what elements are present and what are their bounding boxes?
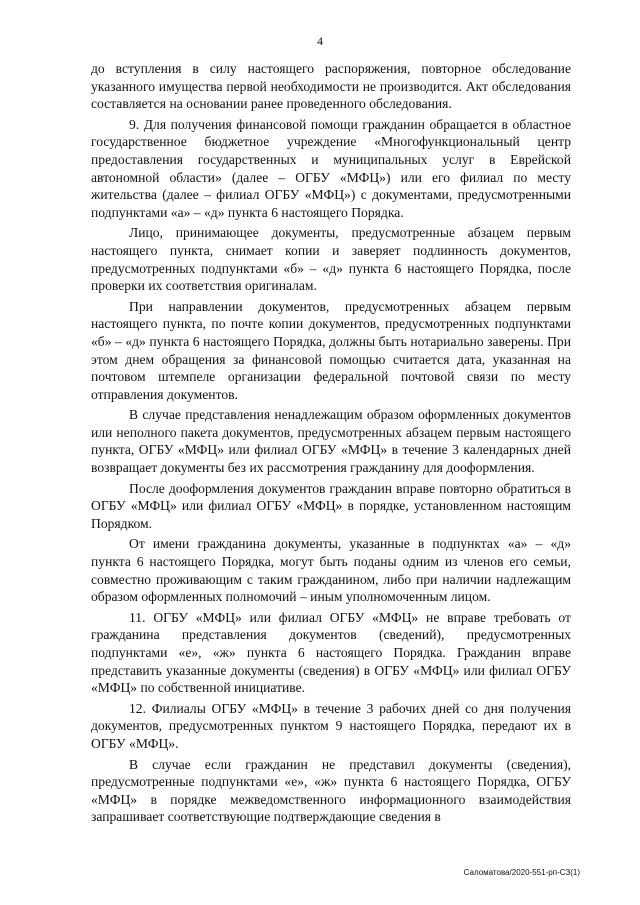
page-number: 4 [317, 34, 323, 48]
document-code: Саломатова/2020-551-рп-СЗ(1) [463, 868, 580, 877]
paragraph-postal-submission: При направлении документов, предусмотренных абзацем первым настоящего пункта, по почте копии документов, предусмотренных подпунктами «б» – «д» пункта 6 настоящего Порядка, должны быть нотариально заверены. При этом днем обращения за финансовой помощью считается дата, указанная на почтовом штемпеле организации федеральной почтовой связи по месту отправления документов. [91, 298, 571, 402]
paragraph-continuation: до вступления в силу настоящего распоряжения, повторное обследование указанного имущества первой необходимости не производится. Акт обследования составляется на основании ранее проведенного обследования. [91, 61, 571, 112]
paragraph-improper-documents: В случае представления ненадлежащим образом оформленных документов или неполного пакета документов, предусмотренных абзацем первым настоящего пункта, ОГБУ «МФЦ» или филиал ОГБУ «МФЦ» в течение 3 календарных дней возвращает документы без их рассмотрения гражданину для дооформления. [91, 407, 571, 476]
paragraph-item-11: 11. ОГБУ «МФЦ» или филиал ОГБУ «МФЦ» не вправе требовать от гражданина представления документов (сведений), предусмотренных подпунктами «е», «ж» пункта 6 настоящего Порядка. Гражданин вправе представить указанные документы (сведения) в ОГБУ «МФЦ» или филиал ОГБУ «МФЦ» по собственной инициативе. [91, 609, 571, 696]
paragraph-resubmission: После дооформления документов гражданин вправе повторно обратиться в ОГБУ «МФЦ» или филиал ОГБУ «МФЦ» в порядке, установленном настоящим Порядком. [91, 480, 571, 531]
paragraph-interagency-request: В случае если гражданин не представил документы (сведения), предусмотренные подпунктами «е», «ж» пункта 6 настоящего Порядка, ОГБУ «МФЦ» в порядке межведомственного информационного взаимодействия запрашивает соответствующие подтверждающие сведения в [91, 756, 571, 825]
paragraph-item-9: 9. Для получения финансовой помощи гражданин обращается в областное государственное бюджетное учреждение «Многофункциональный центр предоставления государственных и муниципальных услуг в Еврейской автономной области» (далее – ОГБУ «МФЦ») или его филиал по месту жительства (далее – филиал ОГБУ «МФЦ») с документами, предусмотренными подпунктами «а» – «д» пункта 6 настоящего Порядка. [91, 116, 571, 220]
paragraph-item-12: 12. Филиалы ОГБУ «МФЦ» в течение 3 рабочих дней со дня получения документов, предусмотренных пунктом 9 настоящего Порядка, передают их в ОГБУ «МФЦ». [91, 700, 571, 751]
paragraph-representative: От имени гражданина документы, указанные в подпунктах «а» – «д» пункта 6 настоящего Порядка, могут быть поданы одним из членов его семьи, совместно проживающим с таким гражданином, либо при наличии надлежащим образом оформленных полномочий – иным уполномоченным лицом. [91, 536, 571, 605]
document-body [91, 60, 571, 826]
paragraph-copies-certification: Лицо, принимающее документы, предусмотренные абзацем первым настоящего пункта, снимает копии и заверяет подлинность документов, предусмотренных подпунктами «б» – «д» пункта 6 настоящего Порядка, после проверки их соответствия оригиналам. [91, 225, 571, 294]
